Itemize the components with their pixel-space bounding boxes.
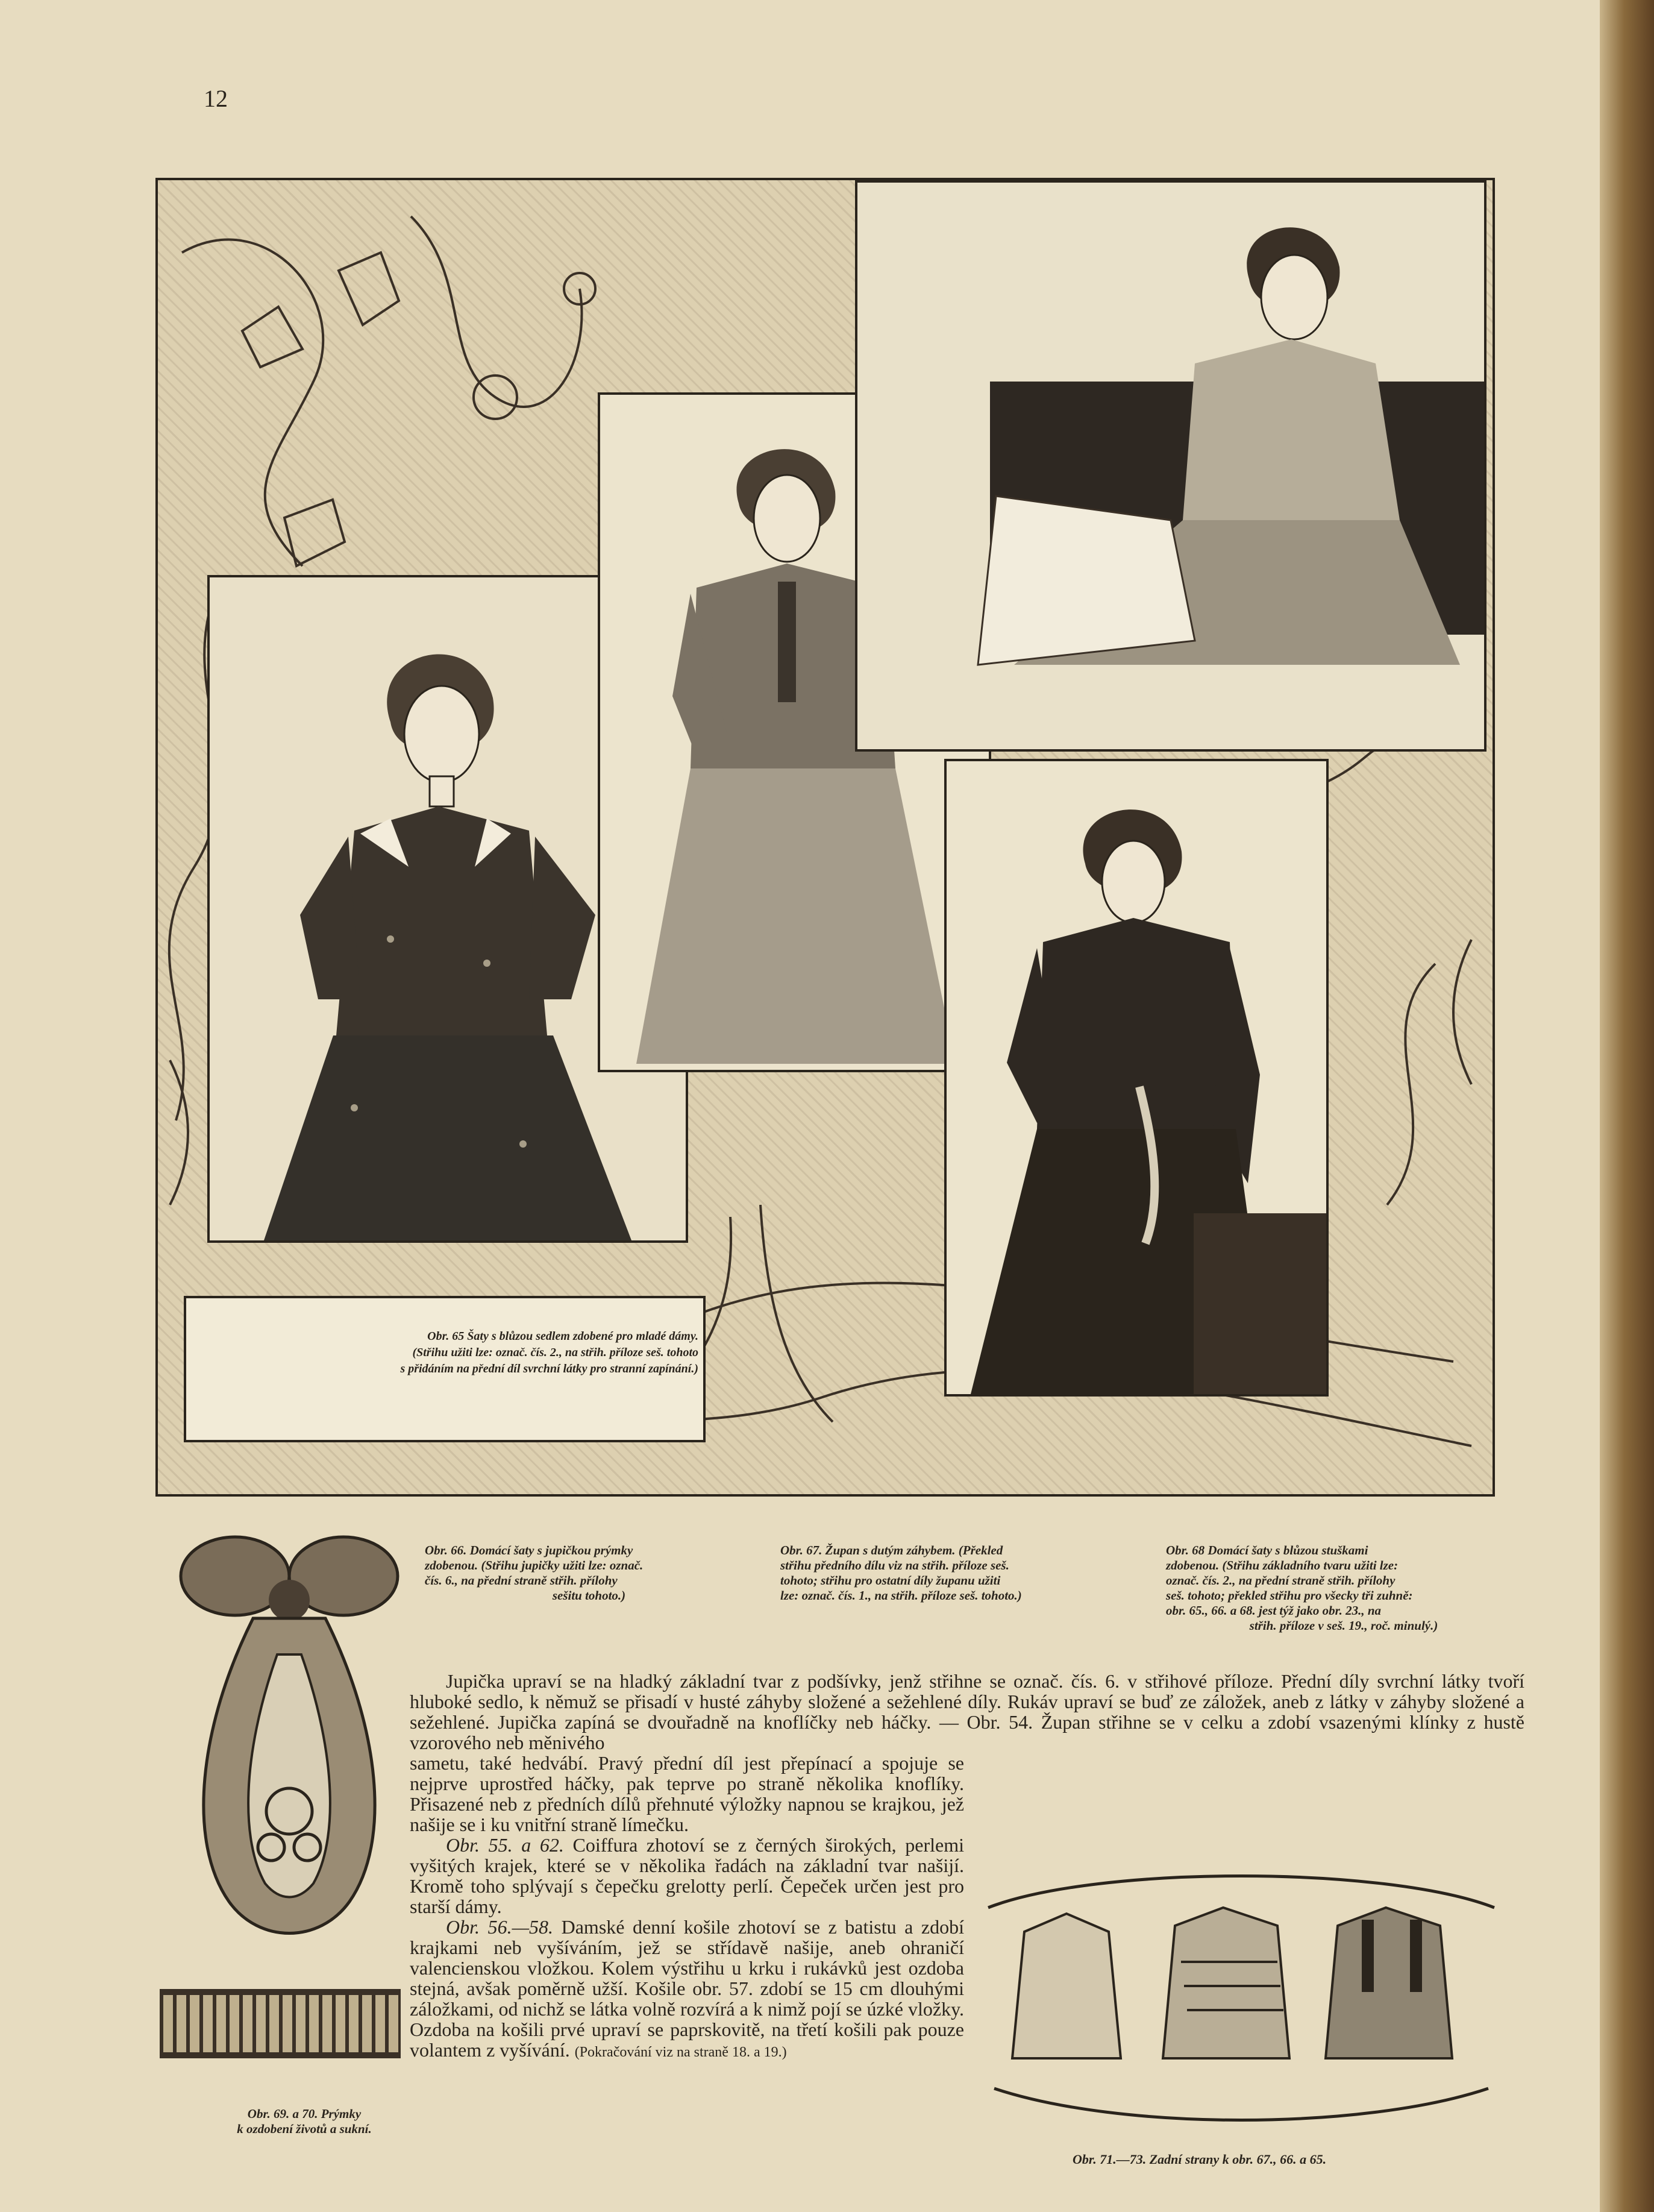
paragraph-4-ref: Obr. 56.—58. — [446, 1916, 554, 1938]
back-views-illustration — [976, 1859, 1506, 2134]
caption-fig-66 — [425, 1543, 753, 1603]
book-spine-edge — [1600, 0, 1654, 2212]
caption-fig-67-line-3: tohoto; střihu pro ostatní díly županu užiti — [780, 1573, 1001, 1588]
caption-fig-65-line-2: (Střihu užiti lze: označ. čís. 2., na střih. příloze seš. tohoto — [412, 1346, 698, 1359]
caption-fig-66-line-3: čís. 6., na přední straně střih. přílohy — [425, 1573, 618, 1588]
article-column — [410, 1753, 964, 2063]
caption-fig-66-line-1: Obr. 66. Domácí šaty s jupičkou prýmky — [425, 1543, 633, 1557]
caption-fig-67-line-4: lze: označ. čís. 1., na střih. příloze seš. tohoto.) — [780, 1588, 1022, 1603]
caption-fig-65-line-1: Obr. 65 Šaty s blůzou sedlem zdobené pro mladé dámy. — [427, 1330, 698, 1343]
caption-fig-65-line-3: s přidáním na přední díl svrchní látky pro stranní zapínání.) — [400, 1362, 698, 1375]
caption-fig-67-line-1: Obr. 67. Župan s dutým záhybem. (Překled — [780, 1543, 1003, 1557]
trimming-ornament-fig-69 — [163, 1528, 416, 1944]
caption-fig-68-line-2: zdobenou. (Střihu základního tvaru užiti lze: — [1166, 1558, 1399, 1573]
caption-fig-68-line-6: střih. příloze v seš. 19., roč. minulý.) — [1249, 1618, 1438, 1633]
fashion-plate-seated — [855, 180, 1486, 752]
caption-fig-67 — [780, 1543, 1142, 1603]
caption-fig-68-line-3: označ. čís. 2., na přední straně střih. přílohy — [1166, 1573, 1396, 1588]
caption-fig-68-line-5: obr. 65., 66. a 68. jest týž jako obr. 23., na — [1166, 1603, 1382, 1618]
caption-fig-65 — [198, 1328, 698, 1377]
continued-note: (Pokračování viz na straně 18. a 19.) — [574, 2044, 787, 2060]
caption-fig-71-73: Obr. 71.—73. Zadní strany k obr. 67., 66. a 65. — [1073, 2152, 1327, 2167]
page-number: 12 — [204, 85, 228, 112]
caption-fig-66-line-4: sešitu tohoto.) — [552, 1588, 626, 1603]
caption-fig-67-line-2: střihu předního dílu viz na střih. příloze seš. — [780, 1558, 1009, 1573]
paragraph-4-text: Damské denní košile zhotoví se z batistu a zdobí krajkami neb vyšíváním, jež se střídavě našije, aneb ohraničí valencienskou vložkou. Kolem výstřihu u krku i rukávků jest ozdoba stejná, avšak poměrně užší. Košile obr. 57. zdobí se 15 cm dlouhými záložkami, od nichž se látka volně rozvírá a k nimž pojí se úzké vložky. Ozdoba na košili prvé upraví se paprskovitě, na třetí košili pak pouze volantem z vyšívání. — [410, 1916, 965, 2061]
caption-fig-69-70-line-1: Obr. 69. a 70. Prýmky — [247, 2107, 362, 2121]
fashion-plate-fig-68 — [944, 759, 1329, 1397]
paragraph-3-ref: Obr. 55. a 62. — [446, 1834, 564, 1856]
paragraph-1-text: Jupička upraví se na hladký základní tvar z podšívky, jenž střihne se označ. čís. 6. v střihové příloze. Přední díly svrchní látky tvoří hluboké sedlo, k němuž se přisadí v husté záhyby složené a sežehlené díly. Rukáv upraví se buď ze záložek, aneb z látky v záhyby složené a sežehlené. Jupička zapíná se dvouřadně na knoflíčky neb háčky. — Obr. 54. Župan střihne se v celku a zdobí vsazenými klínky z hustě vzorového neb měnivého — [410, 1670, 1524, 1753]
caption-fig-66-line-2: zdobenou. (Střihu jupičky užiti lze: označ. — [425, 1558, 644, 1573]
caption-fig-69-70 — [202, 2107, 407, 2137]
caption-box-fig-65 — [184, 1296, 706, 1442]
paragraph-3 — [410, 1835, 964, 1917]
paragraph-3-text: Coiffura zhotoví se z černých širokých, perlemi vyšitých krajek, které se v několika řadách na základní tvar našijí. Kromě toho splývají s čepečku grelotty perlí. Čepeček určen jest pro starší dámy. — [410, 1834, 965, 1917]
paragraph-2-text: sametu, také hedvábí. Pravý přední díl jest přepínací a spojuje se nejprve uprostřed háčky, pak teprve po straně několika knoflíky. Přisazené neb z předních dílů přehnuté výložky napnou se krajkou, jež našije se i ku vnitřní straně límečku. — [410, 1752, 964, 1835]
caption-fig-69-70-line-2: k ozdobení životů a sukní. — [237, 2122, 372, 2136]
caption-fig-68-line-1: Obr. 68 Domácí šaty s blůzou stuškami — [1166, 1543, 1368, 1557]
trimming-strip-fig-70 — [160, 1989, 401, 2058]
article-paragraph-1 — [410, 1671, 1524, 1753]
caption-fig-68-line-4: seš. tohoto; překled střihu pro všecky tři zuhně: — [1166, 1588, 1413, 1603]
caption-fig-68 — [1166, 1543, 1521, 1633]
paragraph-4 — [410, 1917, 964, 2063]
